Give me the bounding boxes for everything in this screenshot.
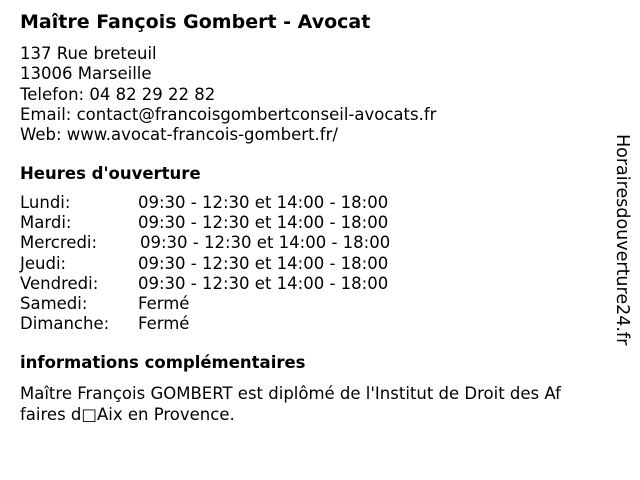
info-line: Maître François GOMBERT est diplômé de l'Institut de Droit des Af bbox=[20, 384, 561, 403]
page-title: Maître Fançois Gombert - Avocat bbox=[20, 11, 371, 33]
info-line: faires d□Aix en Provence. bbox=[20, 404, 235, 424]
hours-day: Samedi: bbox=[20, 293, 88, 313]
hours-time: Fermé bbox=[138, 314, 190, 334]
hours-time: 09:30 - 12:30 et 14:00 - 18:00 bbox=[140, 233, 391, 253]
contact-block bbox=[20, 44, 436, 145]
hours-day: Dimanche: bbox=[20, 314, 110, 334]
hours-time: 09:30 - 12:30 et 14:00 - 18:00 bbox=[138, 253, 389, 273]
opening-hours-heading: Heures d'ouverture bbox=[20, 164, 201, 183]
hours-day: Mercredi: bbox=[20, 233, 98, 253]
city-address: 13006 Marseille bbox=[20, 64, 152, 84]
hours-day: Jeudi: bbox=[20, 253, 67, 273]
hours-time: 09:30 - 12:30 et 14:00 - 18:00 bbox=[138, 273, 389, 293]
hours-time: 09:30 - 12:30 et 14:00 - 18:00 bbox=[138, 193, 389, 212]
additional-info-heading: informations complémentaires bbox=[20, 353, 306, 372]
hours-time: Fermé bbox=[138, 293, 190, 313]
hours-day: Vendredi: bbox=[20, 273, 99, 293]
additional-info-text bbox=[20, 384, 600, 425]
hours-day: Lundi: bbox=[20, 193, 71, 212]
site-watermark: Horairesdouverture24.fr bbox=[612, 134, 632, 346]
phone-line: Telefon: 04 82 29 22 82 bbox=[20, 84, 216, 104]
website-line: Web: www.avocat-francois-gombert.fr/ bbox=[20, 125, 338, 145]
street-address: 137 Rue breteuil bbox=[20, 44, 157, 63]
hours-time: 09:30 - 12:30 et 14:00 - 18:00 bbox=[138, 213, 389, 233]
email-line: Email: contact@francoisgombertconseil-avocats.fr bbox=[20, 104, 437, 124]
hours-day: Mardi: bbox=[20, 213, 72, 233]
